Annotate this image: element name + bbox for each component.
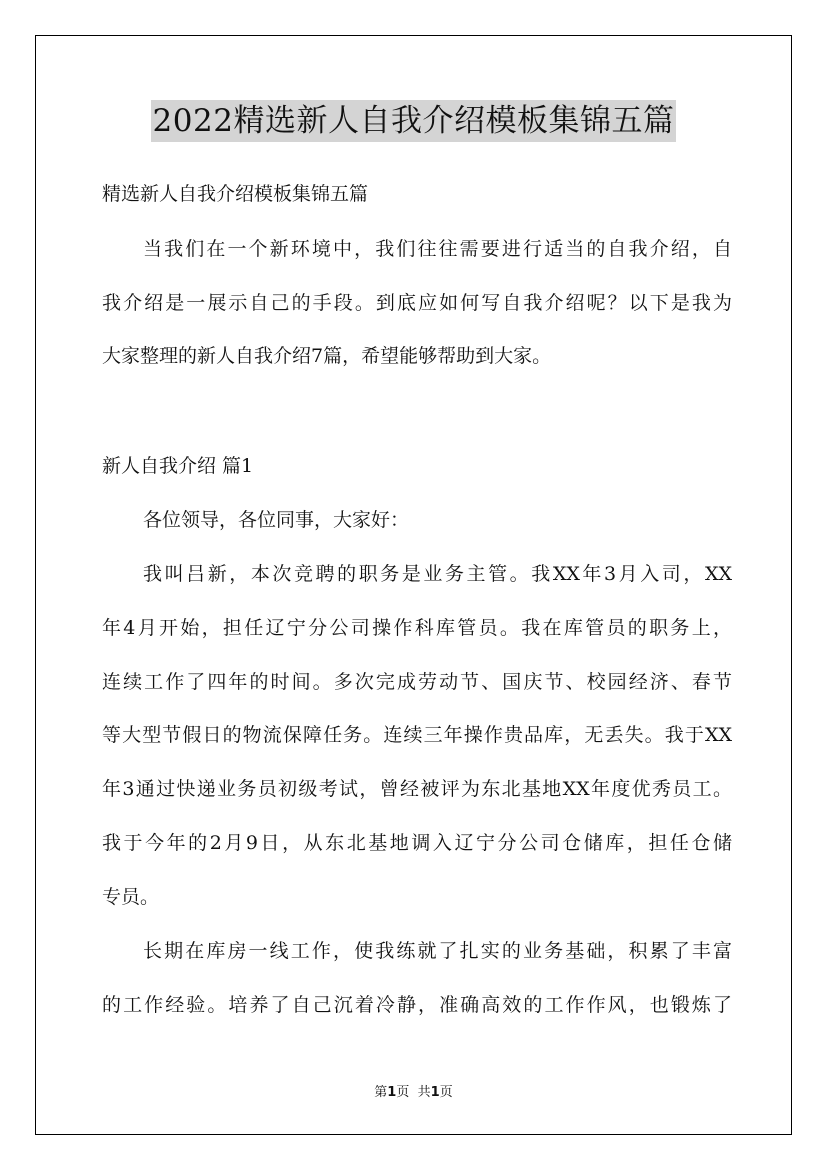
paragraph-line: 我于今年的2月9日，从东北基地调入辽宁分公司仓储库，担任仓储 (102, 832, 732, 854)
document-subtitle: 精选新人自我介绍模板集锦五篇 (102, 183, 369, 205)
paragraph-line: 的工作经验。培养了自己沉着冷静，准确高效的工作作风，也锻炼了 (102, 994, 732, 1016)
intro-line: 大家整理的新人自我介绍7篇，希望能够帮助到大家。 (102, 345, 552, 367)
paragraph-line: 我叫吕新，本次竞聘的职务是业务主管。我XX年3月入司，XX (143, 563, 732, 585)
section-heading: 新人自我介绍 篇1 (102, 455, 254, 477)
greeting: 各位领导，各位同事，大家好： (143, 509, 410, 531)
paragraph-line: 专员。 (102, 886, 160, 908)
total-pages-prefix: 共 (417, 1085, 431, 1100)
paragraph-line: 长期在库房一线工作，使我练就了扎实的业务基础，积累了丰富 (143, 940, 732, 962)
paragraph-line: 年3通过快递业务员初级考试，曾经被评为东北基地XX年度优秀员工。 (102, 778, 732, 800)
title-container (0, 100, 827, 142)
intro-line: 我介绍是一展示自己的手段。到底应如何写自我介绍呢？以下是我为 (102, 292, 732, 314)
total-pages: 1 (430, 1085, 440, 1100)
page-label-suffix: 页 (396, 1085, 410, 1100)
page-number: 1 (387, 1085, 397, 1100)
total-pages-suffix: 页 (439, 1085, 453, 1100)
page-footer (0, 1084, 827, 1102)
paragraph-line: 等大型节假日的物流保障任务。连续三年操作贵品库，无丢失。我于XX (102, 724, 732, 746)
intro-line: 当我们在一个新环境中，我们往往需要进行适当的自我介绍，自 (143, 238, 732, 260)
page-label-prefix: 第 (374, 1085, 388, 1100)
document-title: 2022精选新人自我介绍模板集锦五篇 (151, 100, 677, 142)
paragraph-line: 连续工作了四年的时间。多次完成劳动节、国庆节、校园经济、春节 (102, 671, 732, 693)
paragraph-line: 年4月开始，担任辽宁分公司操作科库管员。我在库管员的职务上， (102, 617, 732, 639)
